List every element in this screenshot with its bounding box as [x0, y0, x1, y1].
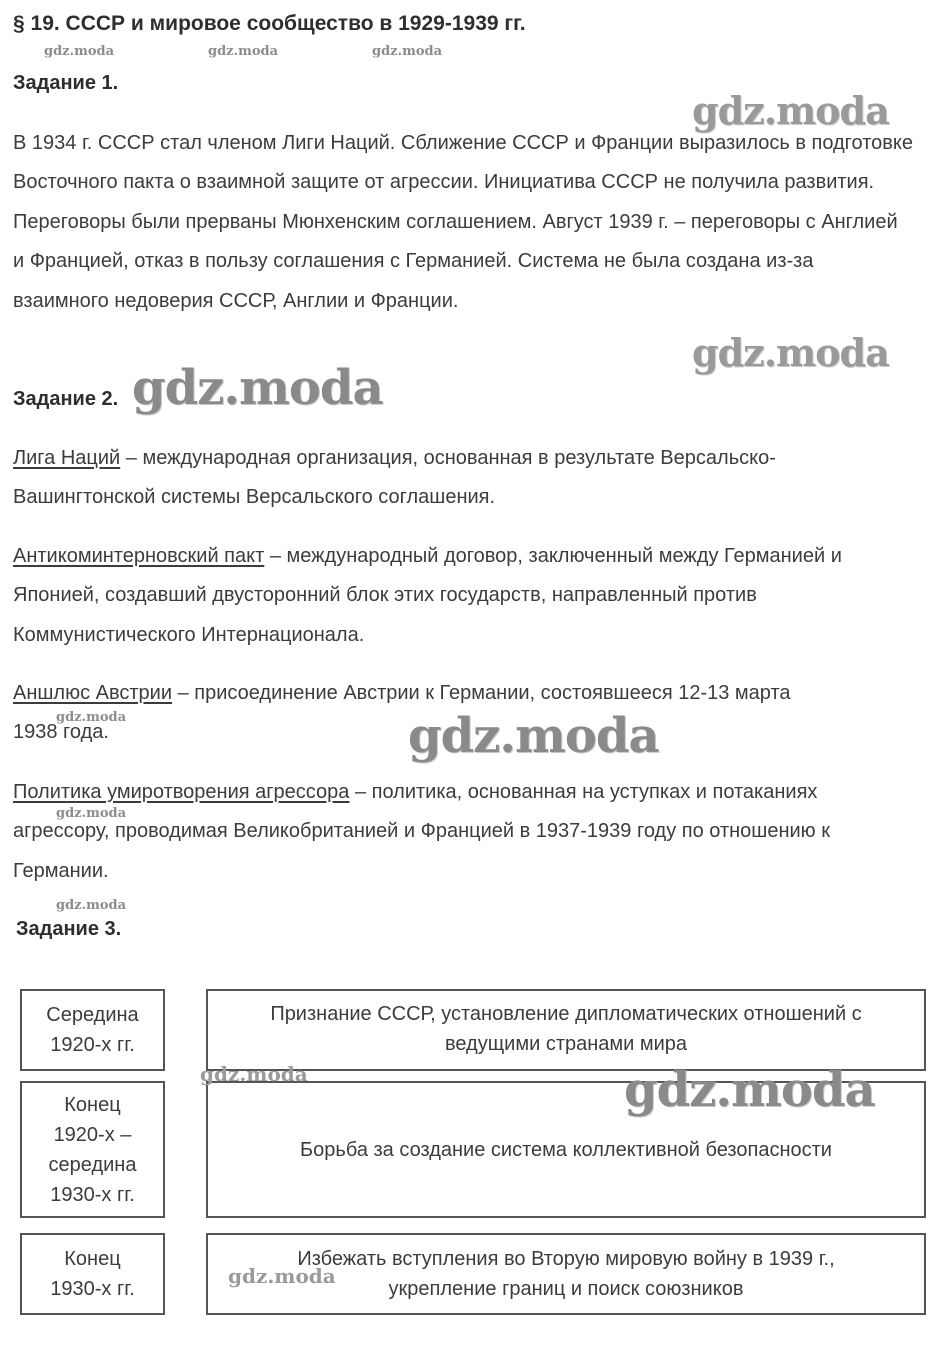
term-name: Лига Наций [13, 447, 121, 469]
description-cell [206, 1233, 926, 1315]
term-text: – политика, основанная на уступках и потаканиях агрессору, проводимая Великобританией и Францией в 1937-1939 году по отношению к Германии. [13, 781, 830, 882]
term-definition [13, 773, 913, 891]
task-2-heading: Задание 2. [13, 388, 119, 410]
period-cell [20, 1081, 165, 1218]
period-line: 1920-х – [53, 1123, 132, 1146]
term-name: Политика умиротворения агрессора [13, 781, 350, 803]
period-line: Конец [64, 1093, 121, 1116]
term-name: Антикоминтерновский пакт [13, 545, 265, 567]
watermark: gdz.moda [200, 1062, 308, 1086]
description-line: Признание СССР, установление дипломатических отношений с [270, 1003, 862, 1025]
period-line: Конец [64, 1248, 121, 1270]
period-cell [20, 989, 165, 1071]
description-cell [206, 1081, 926, 1218]
term-text: – международная организация, основанная в результате Версальско-Вашингтонской системы Версальского соглашения. [13, 447, 776, 509]
term-name: Аншлюс Австрии [13, 682, 173, 704]
watermark: gdz.moda [228, 1264, 336, 1288]
watermark: gdz.moda [132, 360, 383, 416]
period-line: 1920-х гг. [50, 1034, 135, 1056]
watermark: gdz.moda [624, 1062, 875, 1118]
period-line: 1930-х гг. [50, 1278, 135, 1300]
watermark: gdz.moda [44, 44, 115, 59]
term-definition [13, 537, 913, 655]
watermark: gdz.moda [56, 898, 127, 913]
period-line: 1930-х гг. [50, 1183, 135, 1206]
task-3-heading: Задание 3. [16, 918, 122, 940]
description-line: укрепление границ и поиск союзников [388, 1278, 744, 1300]
description-cell [206, 989, 926, 1071]
period-cell [20, 1233, 165, 1315]
watermark: gdz.moda [692, 330, 889, 375]
watermark: gdz.moda [208, 44, 279, 59]
watermark: gdz.moda [408, 708, 659, 764]
page-title: § 19. СССР и мировое сообщество в 1929-1939 гг. [13, 12, 526, 35]
term-definition [13, 674, 813, 753]
description-line: Борьба за создание система коллективной безопасности [300, 1138, 832, 1161]
task-1-heading: Задание 1. [13, 72, 119, 94]
term-definition [13, 439, 913, 518]
watermark: gdz.moda [692, 88, 889, 133]
watermark: gdz.moda [56, 710, 127, 725]
watermark: gdz.moda [56, 806, 127, 821]
period-line: середина [48, 1153, 137, 1176]
period-line: Середина [46, 1004, 139, 1026]
description-line: Избежать вступления во Вторую мировую войну в 1939 г., [297, 1248, 835, 1270]
watermark: gdz.moda [372, 44, 443, 59]
term-text: – присоединение Австрии к Германии, состоявшееся 12-13 марта 1938 года. [13, 682, 791, 744]
description-line: ведущими странами мира [444, 1033, 688, 1055]
task-1-text: В 1934 г. СССР стал членом Лиги Наций. Сближение СССР и Франции выразилось в подготовке Восточного пакта о взаимной защите от агрессии. Инициатива СССР не получила развития. Переговоры были прерваны Мюнхенским соглашением. Август 1939 г. – переговоры с Англией и Францией, отказ в пользу соглашения с Германией. Система не была создана из-за взаимного недоверия СССР, Англии и Франции. [13, 132, 913, 312]
term-text: – международный договор, заключенный между Германией и Японией, создавший двусторонний блок этих государств, направленный против Коммунистического Интернационала. [13, 545, 842, 646]
